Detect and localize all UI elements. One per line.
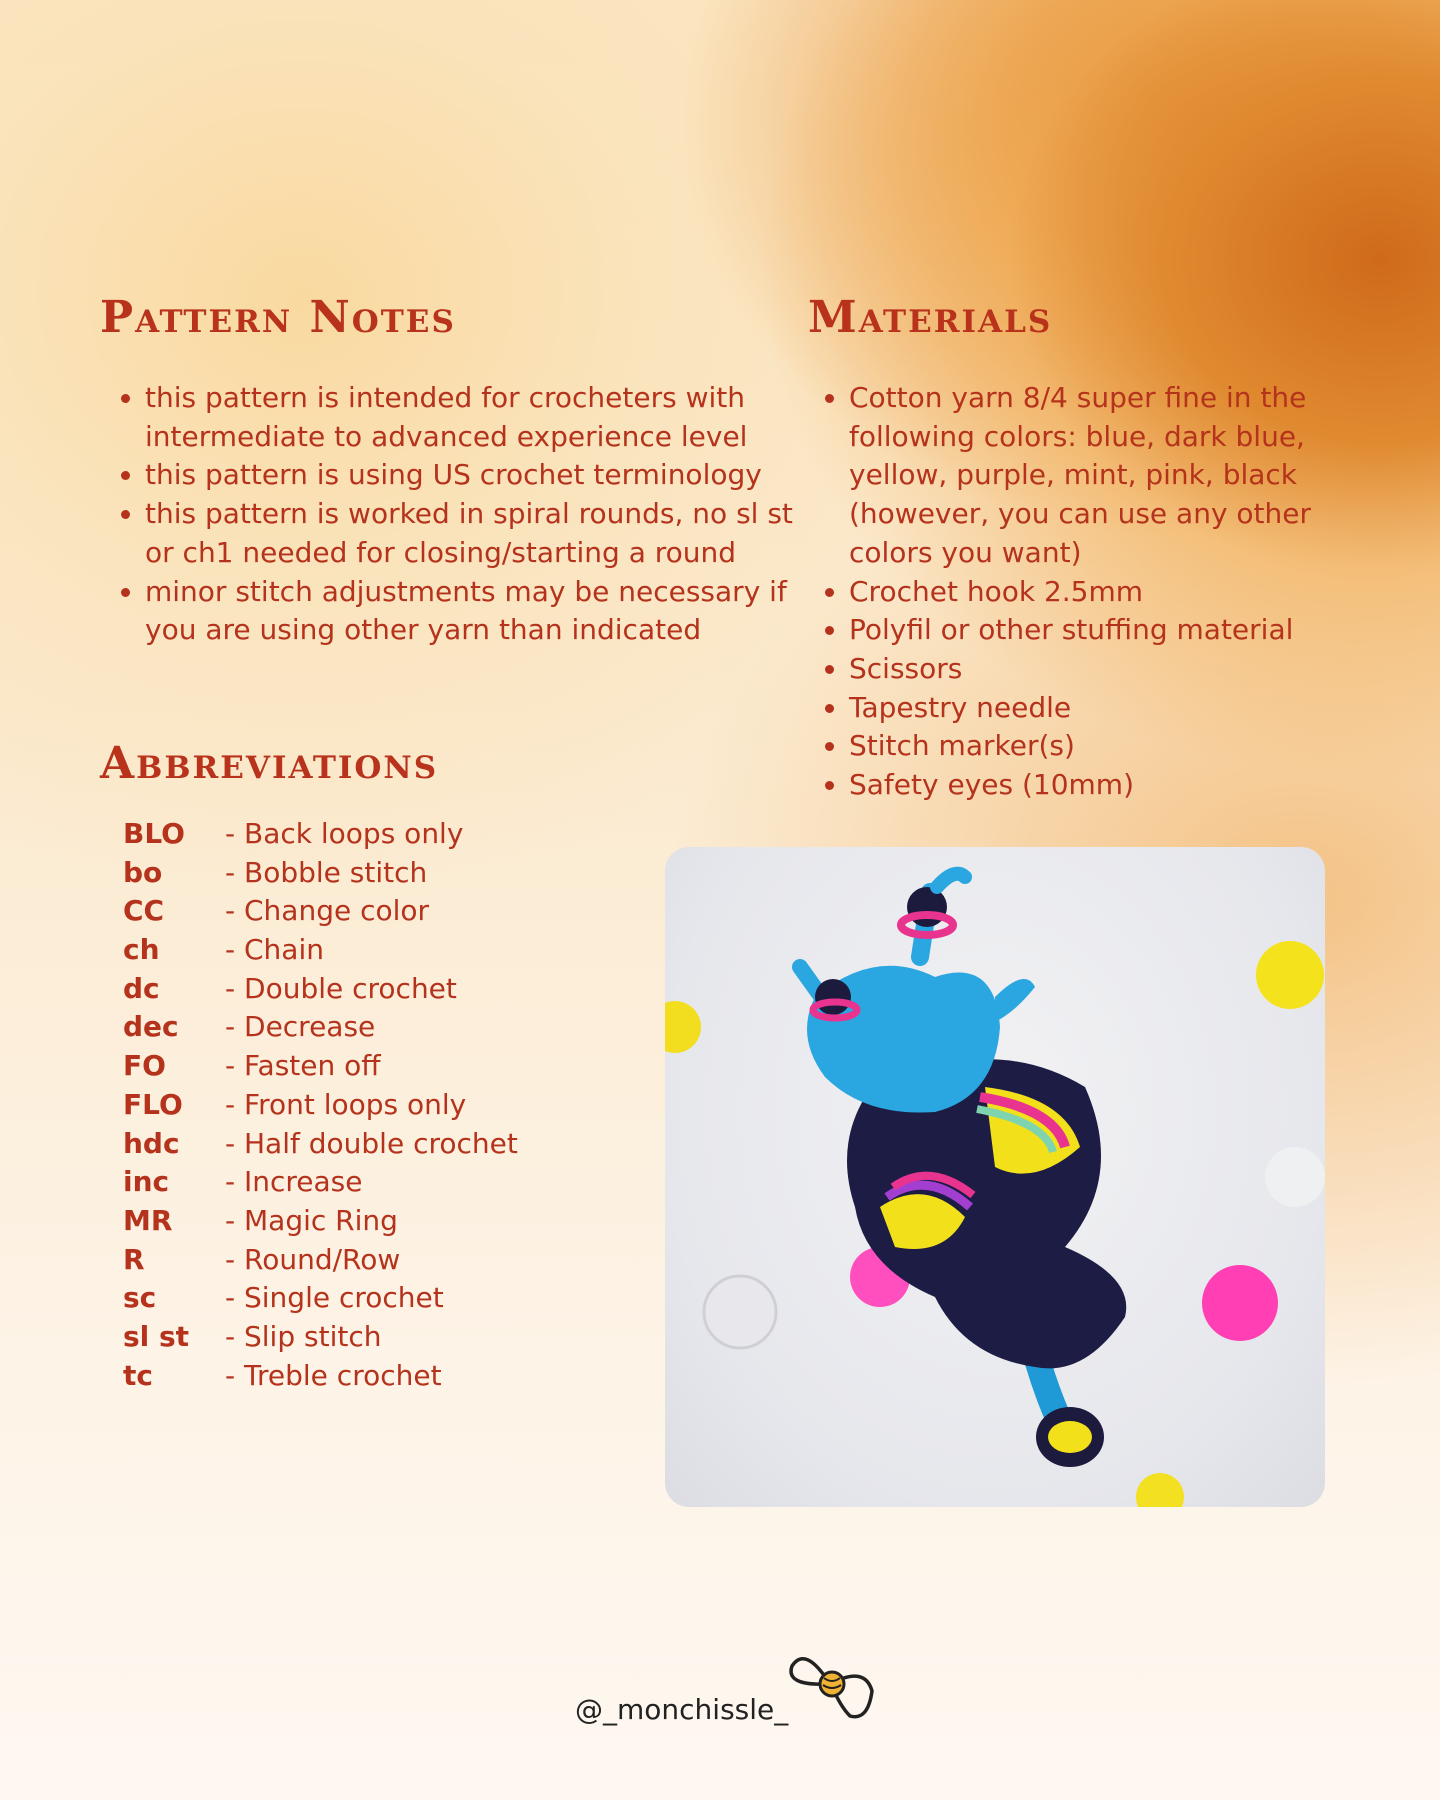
pattern-notes-heading: Pattern Notes: [100, 292, 456, 343]
crochet-photo: [665, 847, 1325, 1507]
abbreviation-row: [123, 1202, 518, 1241]
abbreviation-code: bo: [123, 855, 163, 889]
abbreviation-code: hdc: [123, 1126, 180, 1160]
abbreviation-description: - Decrease: [225, 1010, 376, 1044]
materials-list: [801, 379, 1369, 805]
abbreviation-description: - Round/Row: [225, 1242, 401, 1276]
abbreviation-description: - Magic Ring: [225, 1203, 398, 1237]
white-pompom: [1265, 1147, 1325, 1207]
pink-pompom: [1202, 1265, 1278, 1341]
footer-logo: [575, 1636, 880, 1726]
abbreviation-description: - Increase: [225, 1165, 363, 1199]
abbreviations-table: [123, 815, 518, 1395]
abbreviation-row: [123, 1279, 518, 1318]
pattern-notes-list: [97, 379, 810, 650]
bow-with-yarn-ball-icon: [780, 1636, 880, 1726]
abbreviation-code: R: [123, 1242, 145, 1276]
abbreviation-code: dec: [123, 1010, 179, 1044]
abbreviation-row: [123, 1047, 518, 1086]
materials-heading: Materials: [808, 292, 1053, 343]
abbreviation-description: - Treble crochet: [225, 1358, 442, 1392]
abbreviation-row: [123, 1008, 518, 1047]
abbreviation-row: [123, 1241, 518, 1280]
abbreviation-row: [123, 854, 518, 893]
abbreviation-row: [123, 815, 518, 854]
abbreviation-row: [123, 970, 518, 1009]
material-item: • Polyfil or other stuffing material: [849, 611, 1369, 650]
yellow-pompom: [1256, 941, 1324, 1009]
abbreviation-row: [123, 1125, 518, 1164]
crochet-butterfly-dragon-photo: [665, 847, 1325, 1507]
abbreviation-description: - Double crochet: [225, 971, 457, 1005]
abbreviation-description: - Single crochet: [225, 1281, 444, 1315]
abbreviation-row: [123, 1357, 518, 1396]
abbreviation-description: - Bobble stitch: [225, 855, 428, 889]
abbreviation-code: ch: [123, 933, 160, 967]
abbreviation-code: inc: [123, 1165, 170, 1199]
abbreviation-code: CC: [123, 894, 165, 928]
yellow-pompom: [1136, 1473, 1184, 1507]
abbreviation-code: sc: [123, 1281, 157, 1315]
abbreviation-row: [123, 931, 518, 970]
material-item: • Scissors: [849, 650, 1369, 689]
abbreviation-description: - Change color: [225, 894, 430, 928]
material-item: • Cotton yarn 8/4 super fine in the following colors: blue, dark blue, yellow, purple, mint, pink, black (however, you can use any other colors you want): [849, 379, 1369, 573]
material-item: • Safety eyes (10mm): [849, 766, 1369, 805]
abbreviations-heading: Abbreviations: [100, 738, 439, 789]
abbreviation-code: tc: [123, 1358, 153, 1392]
material-item: • Stitch marker(s): [849, 727, 1369, 766]
abbreviation-code: dc: [123, 971, 160, 1005]
pattern-note-item: • minor stitch adjustments may be necessary if you are using other yarn than indicated: [145, 573, 810, 650]
abbreviation-row: [123, 1086, 518, 1125]
material-item: • Crochet hook 2.5mm: [849, 573, 1369, 612]
yellow-pompom: [665, 1001, 701, 1053]
abbreviation-code: BLO: [123, 817, 185, 850]
abbreviation-description: - Fasten off: [225, 1049, 381, 1083]
abbreviation-row: [123, 1163, 518, 1202]
pattern-note-item: • this pattern is using US crochet terminology: [145, 456, 810, 495]
abbreviation-code: FLO: [123, 1087, 183, 1121]
abbreviation-description: - Front loops only: [225, 1087, 467, 1121]
silver-pompom: [704, 1276, 776, 1348]
social-handle: @_monchissle_: [575, 1693, 789, 1726]
material-item: • Tapestry needle: [849, 689, 1369, 728]
abbreviation-row: [123, 892, 518, 931]
abbreviation-description: - Chain: [225, 933, 324, 967]
abbreviation-description: - Half double crochet: [225, 1126, 518, 1160]
abbreviation-code: sl st: [123, 1319, 190, 1353]
abbreviation-row: [123, 1318, 518, 1357]
abbreviation-code: MR: [123, 1203, 173, 1237]
abbreviation-description: - Back loops only: [225, 817, 464, 850]
abbreviation-description: - Slip stitch: [225, 1319, 382, 1353]
pattern-note-item: • this pattern is worked in spiral rounds, no sl st or ch1 needed for closing/starting a round: [145, 495, 810, 572]
abbreviation-code: FO: [123, 1049, 166, 1083]
pattern-note-item: • this pattern is intended for crocheters with intermediate to advanced experience level: [145, 379, 810, 456]
